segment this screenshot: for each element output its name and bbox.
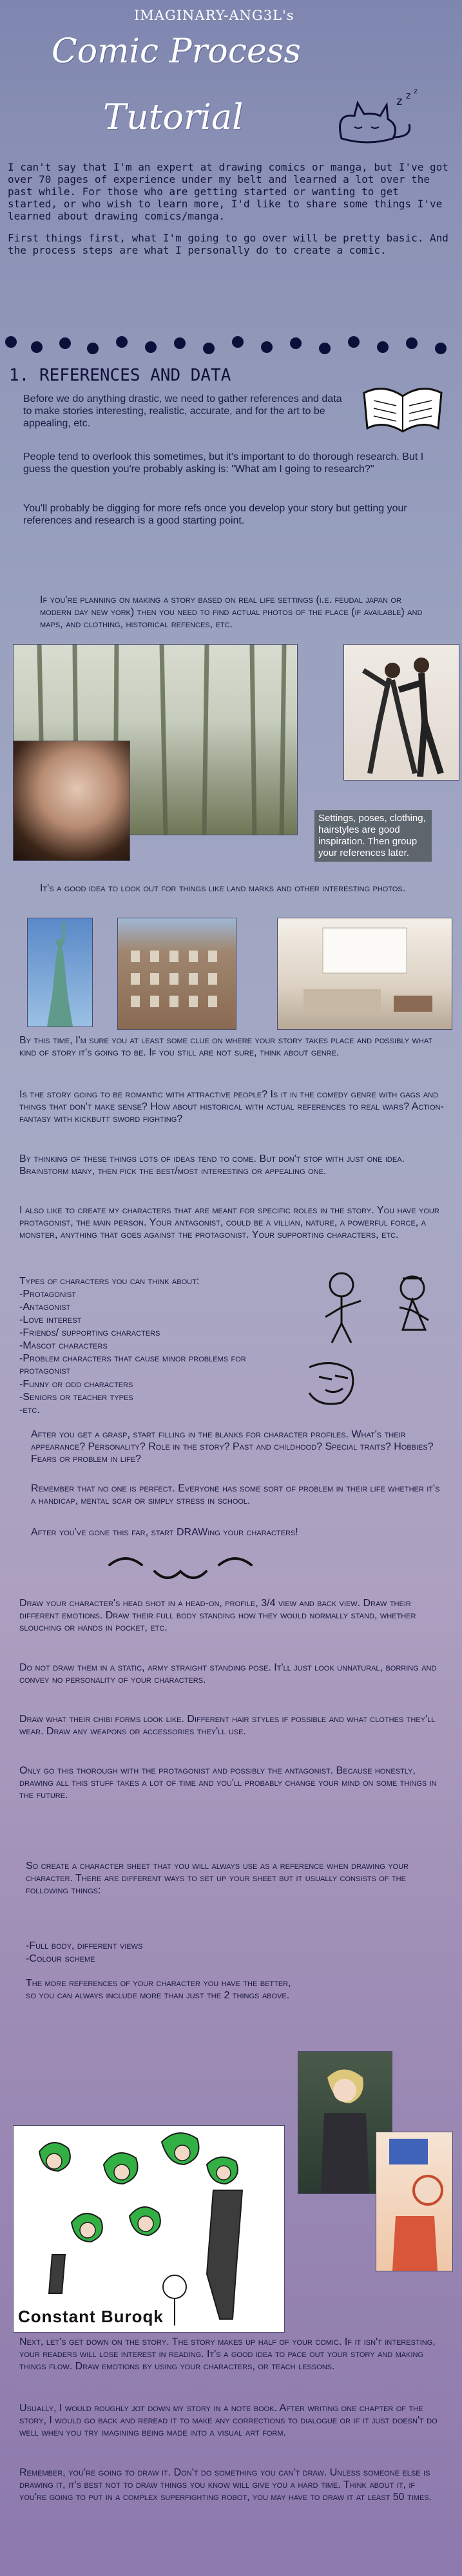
thorough-paragraph: Only go this thorough with the protagonist and possibly the antagonist. Because honestly, drawing all this stuff takes a lot of time and you'll probably change your mind on some things in the future.	[19, 1765, 437, 1801]
divider-dot	[145, 341, 157, 353]
photo-caption: Settings, poses, clothing, hairstyles are good inspiration. Then group your references later.	[314, 810, 432, 862]
character-sheet-image	[13, 2125, 285, 2333]
type-item: -Protagonist	[19, 1289, 76, 1300]
stick-figures-sketch	[306, 1269, 448, 1352]
open-book-icon	[358, 380, 448, 438]
face-sketch	[296, 1358, 367, 1409]
type-item: -Mascot characters	[19, 1340, 108, 1351]
divider-dot	[290, 337, 302, 349]
divider-dot	[348, 336, 360, 348]
perfect-paragraph: Remember that no one is perfect. Everyone has some sort of problem in their life whether it's a handicap, mental scar or simply stress in school.	[31, 1483, 440, 1506]
drawing-paragraph: After you've gone this far, start DRAWing your characters!	[31, 1527, 298, 1538]
chibi-paragraph: Draw what their chibi forms look like. Different hair styles if possible and what clothes they'll wear. Draw any weapons or accessories they'll use.	[19, 1714, 436, 1737]
divider-dot	[5, 336, 17, 348]
type-item: -Funny or odd characters	[19, 1379, 133, 1390]
svg-text:z: z	[414, 87, 418, 95]
page-title-line1: Comic Process	[52, 32, 302, 71]
grasp-paragraph: After you get a grasp, start filling in the blanks for character profiles. What's their appearance? Personality? Role in the story? Past and childhood? Special traits? Hobbies? Fears or problem in life?	[31, 1429, 434, 1464]
divider-dot	[377, 341, 389, 353]
divider-dot	[59, 337, 71, 349]
divider-dot	[319, 343, 331, 354]
sleeping-cat-icon	[329, 87, 425, 151]
headshot-paragraph: Draw your character's head shot in a head-on, profile, 3/4 view and back view. Draw their different emotions. Draw their full body standing how they would normally stand, whether slouching or hands in pocket, etc.	[19, 1598, 416, 1633]
type-item: -Antagonist	[19, 1302, 71, 1312]
dot-divider	[0, 322, 462, 361]
divider-dot	[87, 343, 99, 354]
statue-of-liberty-photo	[27, 918, 93, 1027]
header	[0, 0, 462, 155]
static-paragraph: Do not draw them in a static, army straight standing pose. It'll just look unnatural, borring and convey no personality of your characters.	[19, 1662, 437, 1685]
divider-dot	[232, 336, 244, 348]
sheet-paragraph: So create a character sheet that you will always use as a reference when drawing your character. There are different ways to set up your sheet but it usually consists of the following things:	[26, 1861, 409, 1896]
section1-paragraph-3: You'll probably be digging for more refs once you develop your story but getting your references and research is a good starting point.	[23, 503, 407, 526]
remember-paragraph: Remember, you're going to draw it. Don't do something you can't draw. Unless someone else is drawing it, it's best not to draw things you know will give you a hard time. Think about it, if you're going to put in a complex superfighting robot, you may have to draw it at least 50 times.	[19, 2467, 432, 2503]
dancers-photo	[343, 644, 459, 781]
more-paragraph: The more references of your character you have the better, so you can always include more than just the 2 things above.	[26, 1978, 291, 2001]
type-item: -Seniors or teacher types	[19, 1392, 133, 1403]
happy-face-sketch	[97, 1546, 264, 1591]
type-item: -Friends/ supporting characters	[19, 1327, 160, 1338]
section1-paragraph-1: Before we do anything drastic, we need to gather references and data to make stories interesting, realistic, accurate, and for the art to be appealing, etc.	[23, 393, 342, 429]
type-item: -Problem characters that cause minor problems for protagonist	[19, 1353, 246, 1376]
setting-paragraph: If you're planning on making a story based on real life settings (i.e. feudal japan or modern day new york) then you need to find actual photos of the place (if available) and maps, and clothing, historical refences, etc.	[40, 594, 423, 630]
intro-paragraph-2: First things first, what I'm going to go over will be pretty basic. And the process steps are what I personally do to create a comic.	[8, 232, 448, 256]
interior-photo	[277, 918, 452, 1030]
svg-text:z: z	[396, 95, 403, 108]
building-photo	[117, 918, 236, 1030]
section1-paragraph-2: People tend to overlook this sometimes, but it's important to do thorough research. But I guess the question you're probably asking is: "What am I going to research?"	[23, 451, 424, 475]
divider-dot	[116, 336, 128, 348]
page-title-line2: Tutorial	[103, 97, 244, 137]
divider-dot	[174, 337, 186, 349]
divider-dot	[203, 343, 215, 354]
type-item: -Love interest	[19, 1314, 82, 1325]
divider-dot	[31, 341, 43, 353]
character-name-label: Constant Buroqk	[18, 2307, 164, 2326]
character-art-colour	[376, 2132, 453, 2271]
divider-dot	[261, 341, 273, 353]
clue-paragraph: By this time, I'm sure you at least some clue on where your story takes place and possibly what kind of story it's going to be. If you still are not sure, think about genre.	[19, 1035, 433, 1058]
divider-dot	[406, 337, 418, 349]
genre-paragraph: Is the story going to be romantic with attractive people? Is it in the comedy genre with gags and things that don't make sense? How about historical with actual references to real wars? Action-fantasy with kickbutt sword fighting?	[19, 1089, 444, 1124]
section-title: 1. REFERENCES AND DATA	[9, 366, 231, 385]
landmarks-paragraph: It's a good idea to look out for things like land marks and other interesting photos.	[40, 883, 406, 894]
svg-text:z: z	[406, 91, 411, 101]
author-name: IMAGINARY-ANG3L's	[134, 8, 294, 23]
sheet-item: -Colour scheme	[26, 1953, 95, 1964]
notebook-paragraph: Usually, I would roughly jot down my story in a note book. After writing one chapter of the story, I would go back and reread it to make any corrections to dialogue or if it just doesn't do well when you try imagining being made into a visual art form.	[19, 2403, 438, 2438]
intro-paragraph-1: I can't say that I'm an expert at drawing comics or manga, but I've got over 70 pages of experience under my belt and learned a lot over the past while. For those who are getting started or wanting to get started, or who wish to learn more, I'd like to share some things I've learned about drawing comics/manga.	[8, 161, 448, 222]
sheet-item: -Full body, different views	[26, 1940, 143, 1951]
types-heading: Types of characters you can think about:	[19, 1276, 200, 1287]
roles-paragraph: I also like to create my characters that are meant for specific roles in the story. You have your protagonist, the main person. Your antagonist, could be a villian, nature, a powerful force, a monster, anything that goes against the protagonist. Your supporting characters, etc.	[19, 1205, 439, 1240]
brainstorm-paragraph: By thinking of these things lots of ideas tend to come. But don't stop with just one idea. Brainstorm many, then pick the best/most interesting or appealing one.	[19, 1153, 405, 1177]
story-paragraph: Next, let's get down on the story. The story makes up half of your comic. If it isn't interesting, your readers will lose interest in reading. It's a good idea to pace out your story and making things flow. Draw emotions by using your characters, or teach lessons.	[19, 2336, 436, 2372]
divider-dot	[435, 343, 447, 354]
portrait-photo	[13, 741, 130, 861]
type-item: -etc.	[19, 1405, 40, 1416]
